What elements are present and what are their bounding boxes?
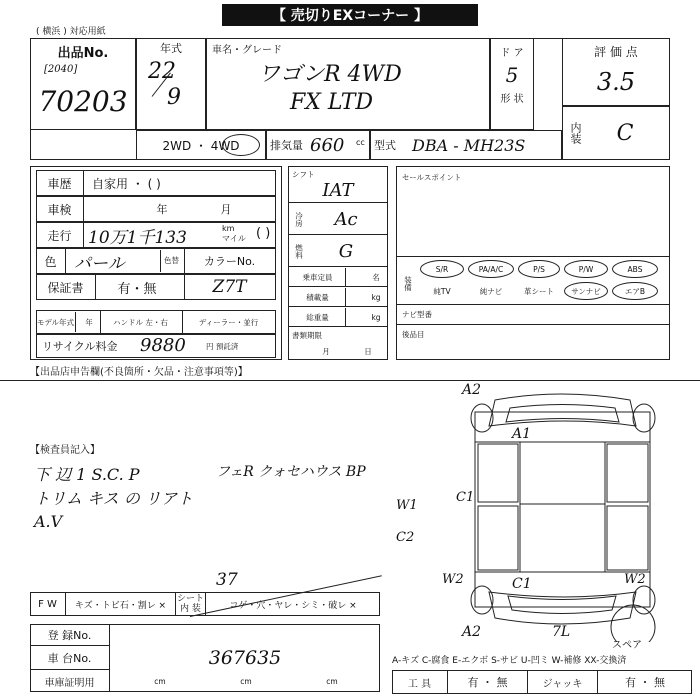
capacity-label: 乗車定員	[290, 268, 346, 286]
docs-month: 月	[322, 346, 330, 356]
after-label: 後品目	[402, 329, 425, 339]
equip-label: 装備	[403, 275, 413, 291]
shaken-label: 車検	[36, 196, 84, 222]
history-value: 自家用 ・ ( )	[92, 176, 161, 191]
jack-value: 有 ・ 無	[625, 676, 665, 689]
ac-label: 冷房	[294, 211, 304, 227]
diagram-label-c2: C2	[396, 530, 415, 545]
warranty-code: Z7T	[184, 274, 274, 300]
equip-abs: ABS	[612, 260, 658, 278]
recycle-label: リサイクル料金	[42, 340, 118, 353]
diagram-label-w2-right: W2	[624, 572, 646, 587]
remarks-title: 【出品店申告欄(不良箇所・欠品・注意事項等)】	[30, 366, 248, 378]
inspector-line-1: 下 辺 1 S.C. P	[34, 464, 140, 484]
mileage-label: 走行	[36, 222, 84, 248]
equip-airbag: エアB	[612, 282, 658, 300]
equip-sunnavi: サンナビ	[564, 282, 608, 300]
damage-value-37: 37	[216, 570, 238, 590]
ac-underline	[288, 234, 388, 235]
diagram-label-a2-top: A2	[462, 382, 482, 398]
equip-sr: S/R	[420, 260, 464, 278]
warranty-label: 保証書	[36, 274, 96, 300]
mileage-paren: ( )	[256, 226, 271, 241]
shift-underline	[288, 202, 388, 203]
year-label: 年式	[160, 42, 182, 55]
nav-model-label: ナビ型番	[402, 309, 432, 319]
chassis-value: 367635	[208, 647, 282, 669]
register-label: 登 録No.	[30, 624, 110, 646]
lot-label: 出品No.	[57, 45, 109, 61]
inspector-line-2: トリム キス の リアト	[34, 488, 193, 508]
score-label: 評 価 点	[594, 44, 638, 59]
displacement-label: 排気量	[270, 139, 303, 152]
lot-number: 70203	[38, 84, 128, 118]
interior-label: 内装	[569, 122, 582, 144]
sales-point-divider	[396, 256, 670, 257]
chassis-label: 車 台No.	[30, 646, 110, 670]
damage-cell-seat: シート 内 装	[176, 594, 204, 614]
inspector-note-right: フェR クォセハウス BP	[216, 464, 366, 480]
equip-divider	[396, 304, 670, 305]
docs-day: 日	[364, 346, 372, 356]
score-value: 3.5	[596, 68, 636, 96]
equip-leather: 革シート	[524, 286, 554, 296]
top-note: ( 横浜 ) 対応用紙	[36, 26, 106, 37]
color-no-label: カラーNo.	[184, 248, 274, 274]
fuel-value: G	[338, 240, 354, 262]
load-underline	[288, 306, 388, 307]
diagram-label-w2-left: W2	[442, 572, 464, 587]
color-change-label: 色替	[160, 250, 182, 272]
recycle-value: 9880	[140, 334, 186, 356]
mileage-value: 10万1千133	[88, 227, 187, 248]
inspector-title: 【検査員記入】	[30, 444, 100, 456]
equip-row2	[420, 280, 666, 302]
shaken-year: 年	[156, 203, 168, 216]
model-label: 型式	[374, 139, 396, 152]
modelyear-year: 年	[85, 317, 93, 327]
equip-pw: P/W	[564, 260, 608, 278]
diagram-label-c1-lower: C1	[512, 576, 532, 592]
equip-tv: 純TV	[433, 286, 451, 296]
displacement-value: 660	[310, 134, 345, 156]
diagram-label-7l: 7L	[552, 624, 571, 640]
cm-3: cm	[326, 676, 338, 686]
banner-title: 【 売切りEXコーナー 】	[222, 4, 478, 26]
docs-label: 書類期限	[292, 330, 322, 340]
diagram-label-a2-bottom: A2	[462, 624, 482, 640]
drive-label: 2WD ・ 4WD	[136, 130, 266, 160]
cap-underline	[288, 286, 388, 287]
grade-value: FX LTD	[290, 89, 374, 115]
weight-unit: kg	[371, 312, 381, 322]
shaken-month: 月	[220, 203, 232, 216]
model-value: DBA - MH23S	[412, 135, 526, 155]
shift-value: IAT	[322, 179, 354, 201]
name-label: 車名・グレード	[212, 44, 282, 56]
spare-label: スペア	[612, 639, 642, 651]
inspector-line-3: A.V	[34, 511, 63, 531]
month-value: 9	[167, 84, 181, 110]
name-value: ワゴンR 4WD	[258, 61, 402, 87]
car-diagram	[420, 382, 700, 642]
color-value: パール	[74, 253, 125, 274]
history-label: 車歴	[36, 170, 84, 196]
modelyear-label: モデル年式	[36, 312, 76, 332]
cm-1: cm	[154, 676, 166, 686]
color-label: 色	[36, 248, 66, 274]
weight-label: 総重量	[290, 308, 346, 326]
diagram-label-w1: W1	[396, 498, 418, 513]
nav-divider	[396, 324, 670, 325]
ac-value: Ac	[334, 208, 358, 230]
handle-label: ハンドル 左・右	[100, 310, 180, 334]
interior-value: C	[616, 120, 634, 146]
equip-ps: P/S	[518, 260, 560, 278]
damage-cell-scratch: キズ・トビ石・割レ ×	[66, 592, 176, 616]
cert-label: 車庫証明用	[30, 670, 110, 692]
damage-cell-fw: F W	[30, 592, 66, 616]
legend-text: A-キズ C-腐食 E-エクボ S-サビ U-凹ミ W-補修 XX-交換済	[392, 655, 627, 666]
equip-navi: 純ナビ	[479, 286, 503, 296]
equip-aac: PA/A/C	[468, 260, 514, 278]
sheet-mid-divider	[0, 380, 700, 381]
weight-underline	[288, 326, 388, 327]
door-label: ド ア	[500, 47, 524, 59]
door-value: 5	[505, 63, 519, 87]
lot-sub: [2040]	[44, 63, 78, 75]
diagram-label-c1-upper: C1	[456, 490, 475, 505]
capacity-unit: 名	[372, 272, 380, 282]
tools-label: 工 具	[392, 670, 448, 694]
diagram-label-a1: A1	[512, 426, 532, 442]
load-unit: kg	[371, 292, 381, 302]
year-value: 22	[148, 58, 176, 84]
cm-2: cm	[240, 676, 252, 686]
recycle-unit: 円 預託済	[206, 341, 239, 351]
warranty-value: 有・無	[117, 281, 157, 297]
shape-label: 形 状	[500, 93, 524, 105]
fuel-label: 燃料	[294, 243, 304, 259]
mileage-unit: km マイル	[222, 224, 246, 243]
sales-point-title: セールスポイント	[402, 172, 462, 182]
equip-row1	[420, 258, 666, 280]
dealer-label: ディーラー・並行	[182, 310, 274, 334]
damage-cell-burn: コゲ・穴・ヤレ・シミ・破レ ×	[229, 600, 357, 611]
jack-label: ジャッキ	[528, 670, 598, 694]
load-label: 積載量	[290, 288, 346, 306]
tools-value: 有 ・ 無	[448, 670, 528, 694]
displacement-unit: cc	[356, 137, 365, 147]
drive-4wd-circle	[222, 134, 260, 156]
shift-label: シフト	[292, 169, 315, 179]
fuel-underline	[288, 266, 388, 267]
